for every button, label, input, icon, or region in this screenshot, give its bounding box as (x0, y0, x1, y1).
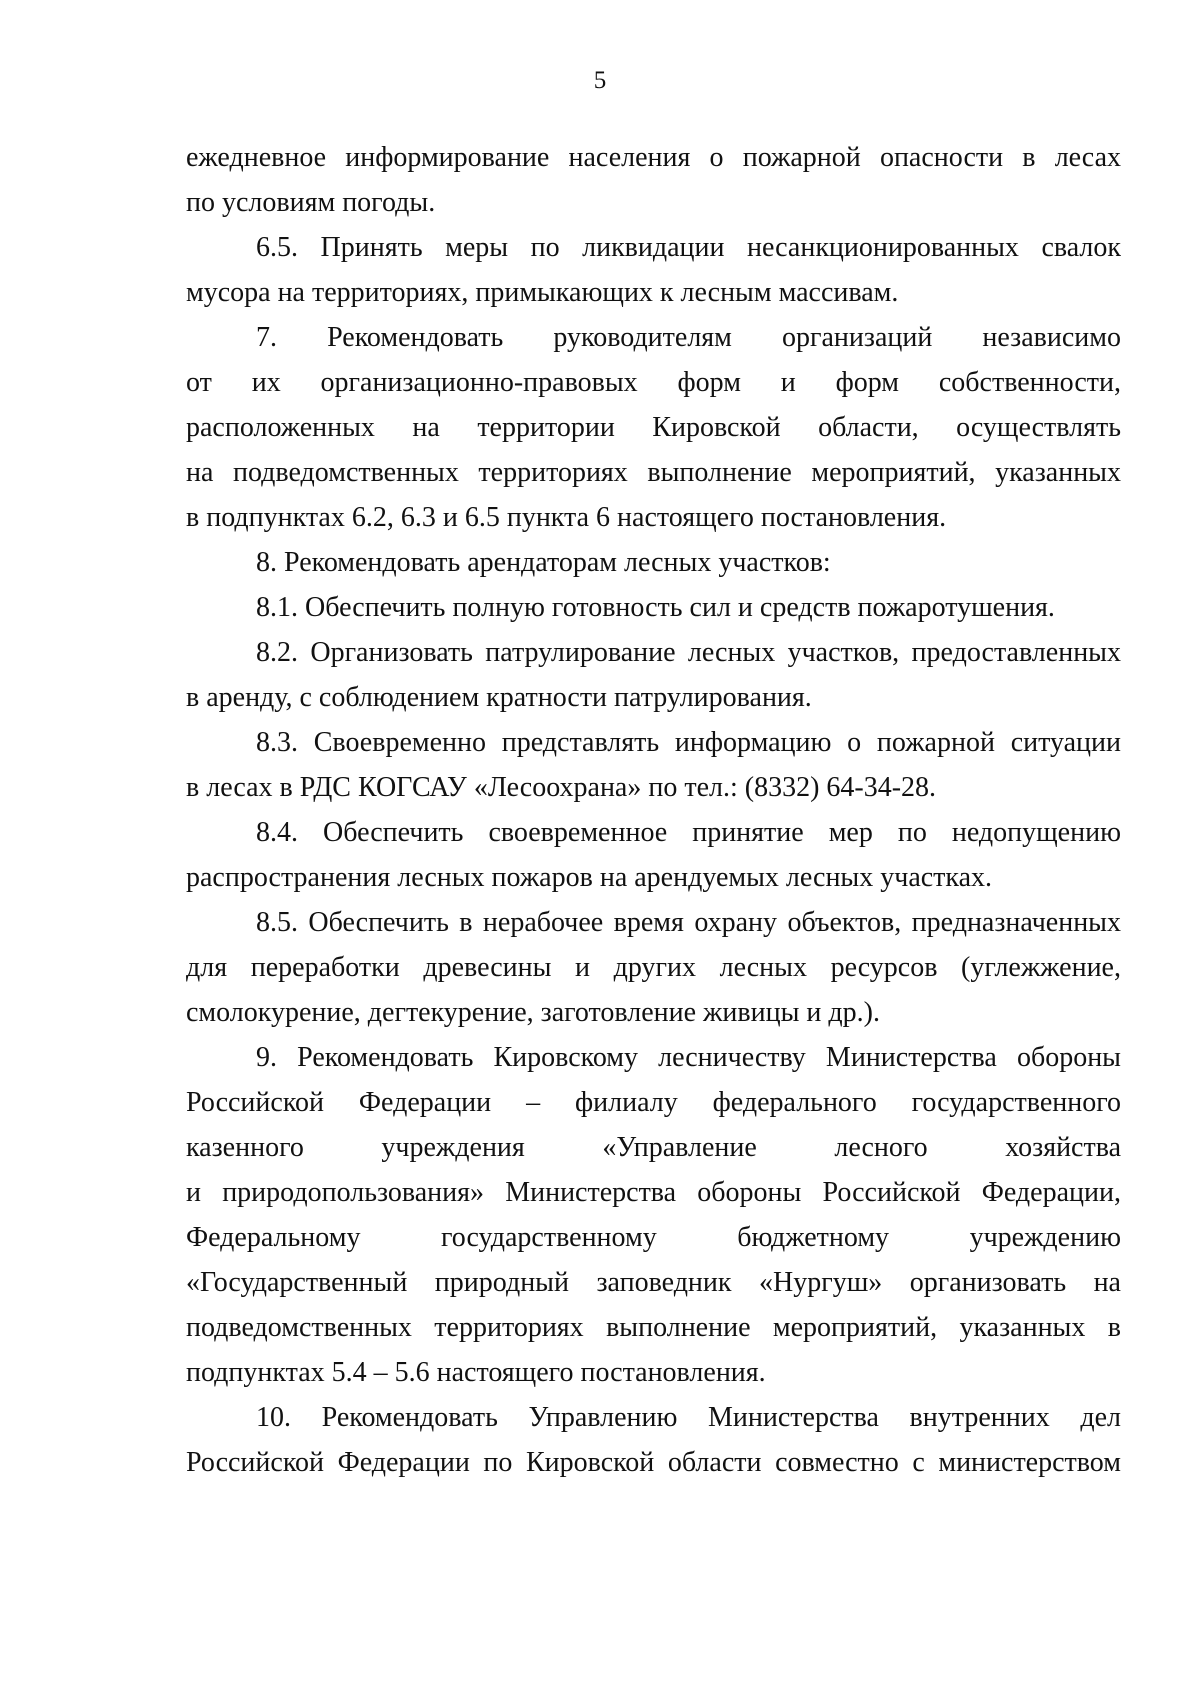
body-line: ежедневное информирование населения о пожарной опасности в лесах (186, 142, 1121, 173)
body-line: для переработки древесины и других лесных ресурсов (углежжение, (186, 952, 1121, 983)
body-line: на подведомственных территориях выполнение мероприятий, указанных (186, 457, 1121, 488)
body-line: 8.4. Обеспечить своевременное принятие мер по недопущению (256, 817, 1121, 848)
body-line: от их организационно-правовых форм и форм собственности, (186, 367, 1121, 398)
body-line: 9. Рекомендовать Кировскому лесничеству Министерства обороны (256, 1042, 1121, 1073)
body-line: в аренду, с соблюдением кратности патрулирования. (186, 682, 812, 713)
page-number: 5 (593, 67, 607, 94)
body-line: в лесах в РДС КОГСАУ «Лесоохрана» по тел.: (8332) 64-34-28. (186, 772, 937, 803)
body-line: подведомственных территориях выполнение мероприятий, указанных в (186, 1312, 1121, 1343)
body-line: смолокурение, дегтекурение, заготовление живицы и др.). (186, 997, 880, 1028)
body-line: 8.3. Своевременно представлять информацию о пожарной ситуации (256, 727, 1121, 758)
body-line: 7. Рекомендовать руководителям организаций независимо (256, 322, 1121, 353)
body-line: 8.1. Обеспечить полную готовность сил и средств пожаротушения. (256, 592, 1055, 623)
body-line: мусора на территориях, примыкающих к лесным массивам. (186, 277, 899, 308)
body-line: и природопользования» Министерства обороны Российской Федерации, (186, 1177, 1121, 1208)
body-line: 8.5. Обеспечить в нерабочее время охрану объектов, предназначенных (256, 907, 1121, 938)
body-line: 8. Рекомендовать арендаторам лесных участков: (256, 547, 831, 578)
body-line: Российской Федерации – филиалу федерального государственного (186, 1087, 1121, 1118)
body-line: казенного учреждения «Управление лесного хозяйства (186, 1132, 1121, 1163)
body-line: в подпунктах 6.2, 6.3 и 6.5 пункта 6 настоящего постановления. (186, 502, 947, 533)
body-line: распространения лесных пожаров на арендуемых лесных участках. (186, 862, 993, 893)
body-line: «Государственный природный заповедник «Нургуш» организовать на (186, 1267, 1121, 1298)
body-line: 6.5. Принять меры по ликвидации несанкционированных свалок (256, 232, 1121, 263)
body-line: 8.2. Организовать патрулирование лесных участков, предоставленных (256, 637, 1121, 668)
body-line: Российской Федерации по Кировской области совместно с министерством (186, 1447, 1121, 1478)
body-line: подпунктах 5.4 – 5.6 настоящего постановления. (186, 1357, 766, 1388)
body-line: по условиям погоды. (186, 187, 436, 218)
body-line: Федеральному государственному бюджетному учреждению (186, 1222, 1121, 1253)
body-line: расположенных на территории Кировской области, осуществлять (186, 412, 1121, 443)
body-line: 10. Рекомендовать Управлению Министерства внутренних дел (256, 1402, 1121, 1433)
